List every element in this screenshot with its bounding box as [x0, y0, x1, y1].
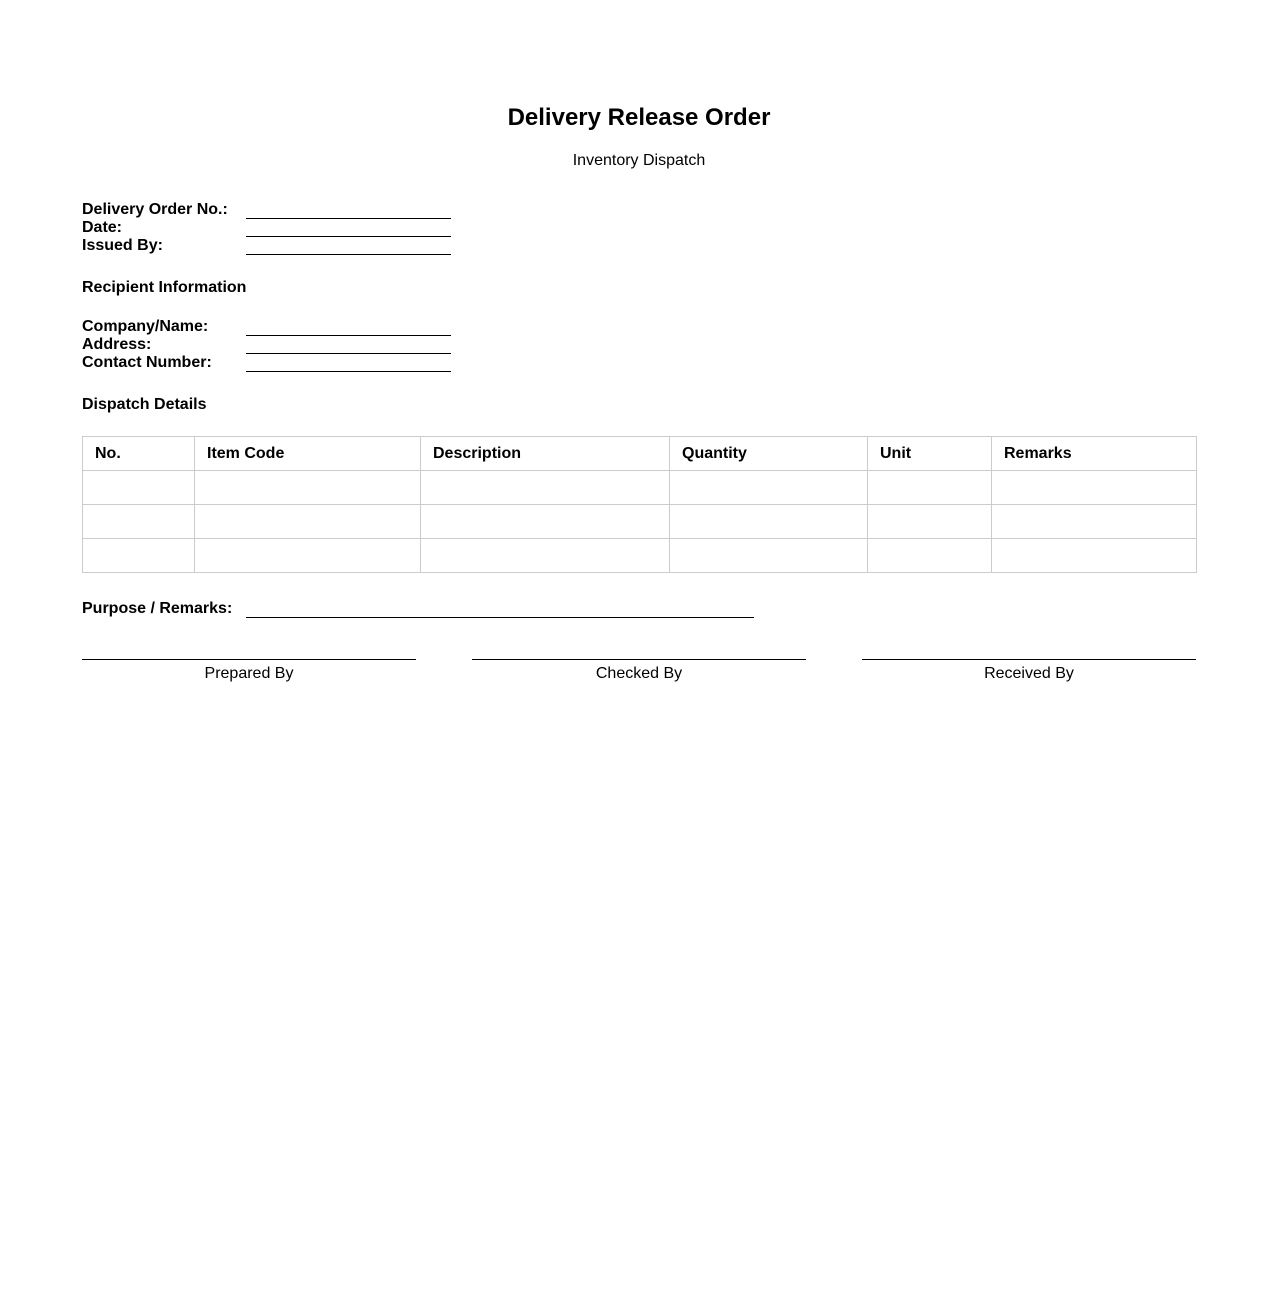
signature-label: Prepared By — [204, 665, 294, 682]
field-label: Date: — [82, 219, 123, 236]
field-row-address — [82, 336, 451, 354]
cell-item-code[interactable] — [195, 505, 421, 539]
recipient-heading: Recipient Information — [82, 279, 247, 296]
column-header-remarks: Remarks — [992, 437, 1197, 471]
document-title: Delivery Release Order — [507, 104, 771, 131]
recipient-info-block — [82, 318, 451, 372]
cell-unit[interactable] — [868, 471, 992, 505]
field-row-date — [82, 219, 451, 237]
cell-item-code[interactable] — [195, 539, 421, 573]
signature-label: Checked By — [595, 665, 683, 682]
dispatch-heading: Dispatch Details — [82, 396, 207, 413]
cell-description[interactable] — [421, 471, 670, 505]
signature-checked-by — [472, 659, 806, 684]
signature-line[interactable] — [862, 659, 1196, 660]
cell-no[interactable] — [83, 539, 195, 573]
cell-remarks[interactable] — [992, 505, 1197, 539]
order-info-block — [82, 201, 451, 255]
field-label: Address: — [82, 336, 152, 353]
field-row-company-name — [82, 318, 451, 336]
cell-quantity[interactable] — [670, 471, 868, 505]
field-label: Company/Name: — [82, 318, 209, 335]
signature-line[interactable] — [472, 659, 806, 660]
signature-received-by — [862, 659, 1196, 684]
purpose-field[interactable] — [246, 616, 754, 618]
column-header-description: Description — [421, 437, 670, 471]
cell-remarks[interactable] — [992, 539, 1197, 573]
signature-line[interactable] — [82, 659, 416, 660]
column-header-item-code: Item Code — [195, 437, 421, 471]
cell-quantity[interactable] — [670, 505, 868, 539]
contact-number-field[interactable] — [246, 370, 451, 372]
field-label: Contact Number: — [82, 354, 212, 371]
signature-label: Received By — [984, 665, 1074, 682]
dispatch-table — [82, 436, 1197, 573]
document-subtitle: Inventory Dispatch — [572, 152, 706, 169]
cell-no[interactable] — [83, 471, 195, 505]
cell-quantity[interactable] — [670, 539, 868, 573]
field-row-delivery-order-no — [82, 201, 451, 219]
table-row — [83, 471, 1197, 505]
column-header-quantity: Quantity — [670, 437, 868, 471]
table-header-row — [83, 437, 1197, 471]
cell-unit[interactable] — [868, 539, 992, 573]
column-header-unit: Unit — [868, 437, 992, 471]
field-label: Delivery Order No.: — [82, 201, 228, 218]
column-header-no: No. — [83, 437, 195, 471]
field-row-contact-number — [82, 354, 451, 372]
purpose-row — [82, 600, 754, 618]
cell-description[interactable] — [421, 505, 670, 539]
field-label: Issued By: — [82, 237, 163, 254]
signature-prepared-by — [82, 659, 416, 684]
table-row — [83, 539, 1197, 573]
cell-item-code[interactable] — [195, 471, 421, 505]
field-row-issued-by — [82, 237, 451, 255]
table-row — [83, 505, 1197, 539]
issued-by-field[interactable] — [246, 253, 451, 255]
cell-unit[interactable] — [868, 505, 992, 539]
cell-no[interactable] — [83, 505, 195, 539]
cell-description[interactable] — [421, 539, 670, 573]
purpose-label: Purpose / Remarks: — [82, 600, 233, 617]
signature-section — [82, 659, 1196, 684]
cell-remarks[interactable] — [992, 471, 1197, 505]
